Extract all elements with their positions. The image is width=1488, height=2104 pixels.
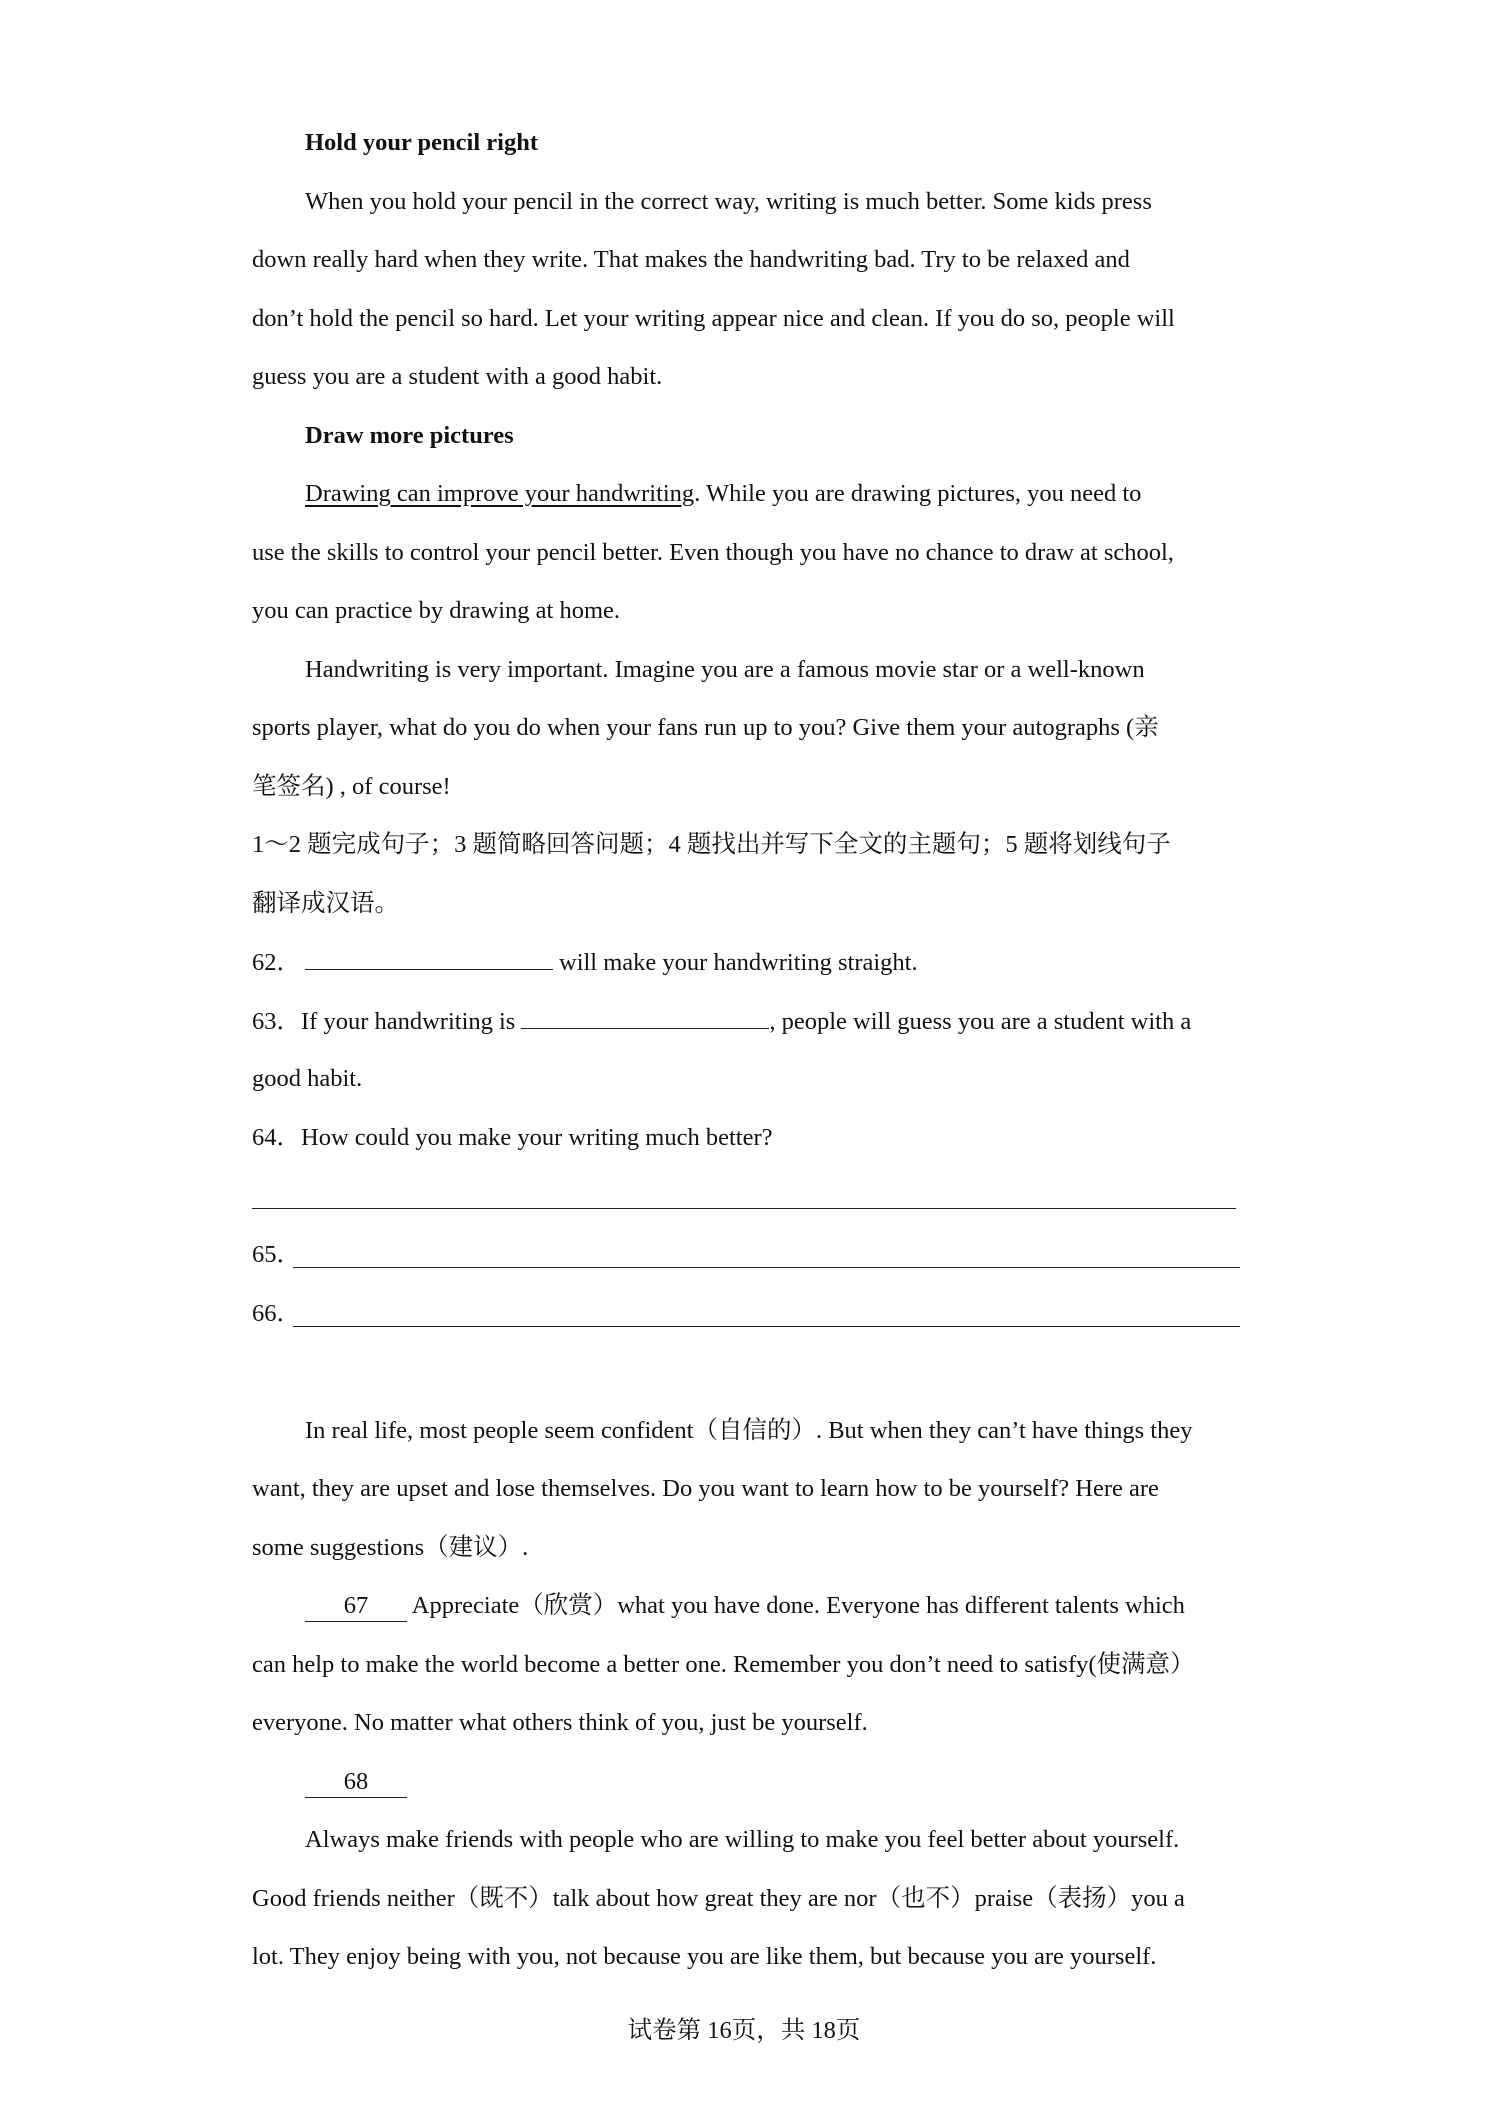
cloze-blank-68[interactable]: 68 [305, 1767, 407, 1798]
paragraph-line: In real life, most people seem confident（自信的）. But when they can’t have things they [305, 1417, 1193, 1444]
question-number: 65． [252, 1241, 301, 1268]
question-text: , people will guess you are a student with a [769, 1008, 1192, 1035]
paragraph-line: want, they are upset and lose themselves. Do you want to learn how to be yourself? Here are [252, 1475, 1159, 1502]
paragraph-line [305, 1591, 1185, 1622]
question-62 [252, 947, 918, 978]
line-rest: . While you are drawing pictures, you need to [694, 480, 1142, 507]
paragraph-line: Handwriting is very important. Imagine you are a famous movie star or a well-known [305, 656, 1145, 683]
paragraph-line [305, 479, 1141, 509]
question-63-cont: good habit. [252, 1065, 363, 1092]
answer-line-64[interactable] [252, 1208, 1236, 1209]
question-number: 66． [252, 1300, 301, 1327]
paragraph-line: 笔签名) , of course! [252, 773, 451, 800]
paragraph-line: guess you are a student with a good habit. [252, 363, 663, 390]
section-heading-hold-pencil: Hold your pencil right [305, 129, 539, 156]
page-footer: 试卷第 16页，共 18页 [627, 2017, 861, 2044]
paragraph-line: everyone. No matter what others think of you, just be yourself. [252, 1709, 868, 1736]
paragraph-line: some suggestions（建议）. [252, 1534, 529, 1561]
question-63 [252, 1006, 1191, 1037]
paragraph-line: don’t hold the pencil so hard. Let your writing appear nice and clean. If you do so, people will [252, 305, 1175, 332]
paragraph-line: use the skills to control your pencil better. Even though you have no chance to draw at school, [252, 539, 1174, 566]
paragraph-line: Good friends neither（既不）talk about how great they are nor（也不）praise（表扬）you a [252, 1885, 1185, 1912]
answer-line-66[interactable] [293, 1326, 1240, 1327]
paragraph-line [305, 1767, 407, 1798]
underlined-sentence: Drawing can improve your handwriting [305, 480, 695, 507]
paragraph-line: you can practice by drawing at home. [252, 597, 621, 624]
answer-line-65[interactable] [293, 1267, 1240, 1268]
paragraph-line: down really hard when they write. That makes the handwriting bad. Try to be relaxed and [252, 246, 1130, 273]
answer-blank-62[interactable] [305, 947, 553, 970]
question-text: 63．If your handwriting is [252, 1008, 516, 1035]
answer-blank-63[interactable] [521, 1006, 769, 1029]
paragraph-line: sports player, what do you do when your fans run up to you? Give them your autographs (亲 [252, 714, 1159, 741]
question-66 [252, 1299, 301, 1329]
paragraph-line: can help to make the world become a better one. Remember you don’t need to satisfy(使满意） [252, 1651, 1195, 1678]
question-text: will make your handwriting straight. [559, 949, 918, 976]
question-65 [252, 1240, 301, 1270]
paragraph-line: Always make friends with people who are willing to make you feel better about yourself. [305, 1826, 1180, 1853]
section-heading-draw-pictures: Draw more pictures [305, 422, 514, 449]
line-rest: Appreciate（欣赏）what you have done. Everyone has different talents which [411, 1592, 1185, 1619]
paragraph-line: When you hold your pencil in the correct way, writing is much better. Some kids press [305, 188, 1152, 215]
instructions-line: 翻译成汉语。 [252, 890, 399, 917]
instructions-line: 1～2 题完成句子；3 题简略回答问题；4 题找出并写下全文的主题句；5 题将划线句子 [252, 831, 1171, 858]
question-number: 62． [252, 949, 301, 976]
paragraph-line: lot. They enjoy being with you, not because you are like them, but because you are yourself. [252, 1943, 1157, 1970]
question-64: 64．How could you make your writing much better? [252, 1124, 773, 1151]
cloze-blank-67[interactable]: 67 [305, 1591, 407, 1622]
